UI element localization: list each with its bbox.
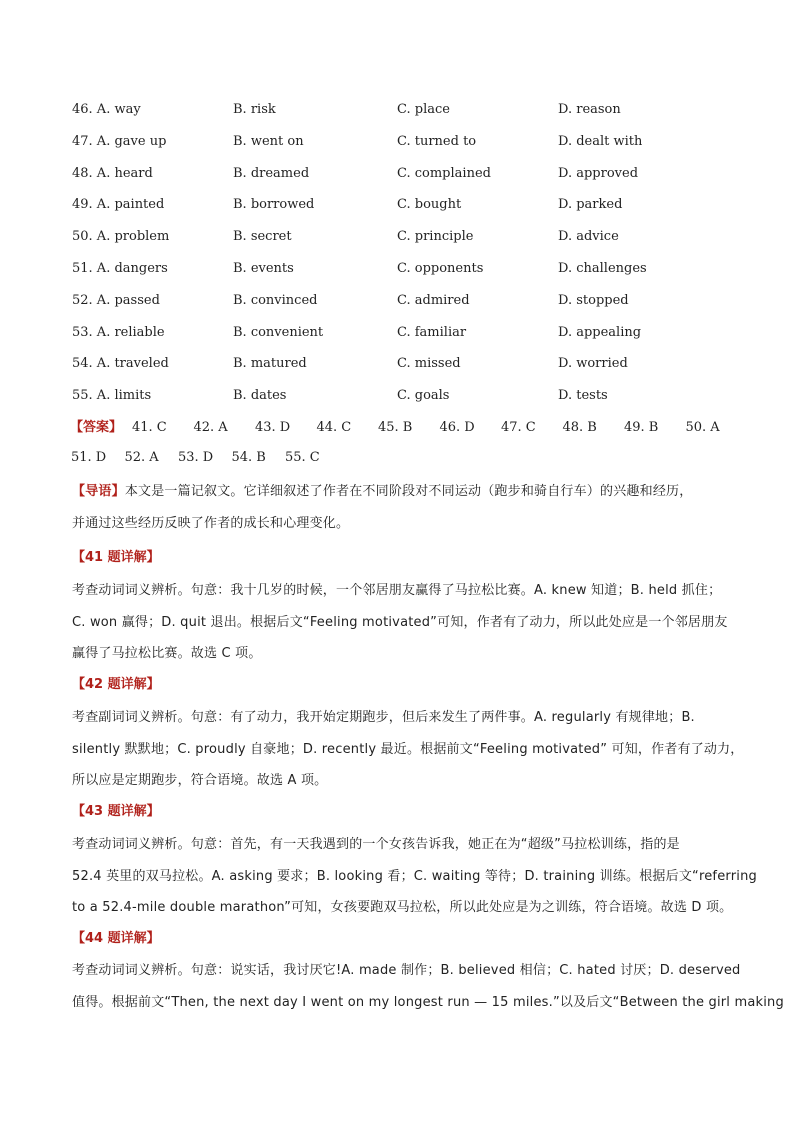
q43-line-1: 考查动词词义辨析。句意：首先，有一天我遇到的一个女孩告诉我，她正在为“超级”马拉松训练，指的是 [72,837,680,852]
option-c: C. opponents [397,260,484,276]
option-c: C. missed [397,356,461,372]
option-c: C. goals [397,388,450,404]
option-b: B. secret [233,229,292,245]
q42-line-2: silently 默默地；C. proudly 自豪地；D. recently 最近。根据前文“Feeling motivated” 可知，作者有了动力， [72,741,744,757]
option-d: D. reason [558,102,621,117]
option-a: 46. A. way [72,102,141,117]
option-b: B. dates [233,388,287,404]
q44-explanation [72,955,784,1018]
q42-line-3: 所以应是定期跑步，符合语境。故选 A 项。 [72,773,328,789]
option-a: 50. A. problem [72,229,170,245]
q43-line-2: 52.4 英里的双马拉松。A. asking 要求；B. looking 看；C. waiting 等待；D. training 训练。根据后文“referring [72,868,757,884]
answer-row-1 [72,418,732,448]
option-b: B. went on [233,133,304,149]
answer-item: 46. D [439,420,475,435]
option-c: C. turned to [397,133,477,149]
q44-heading: 【44 题详解】 [72,931,160,946]
option-d: D. tests [558,388,608,404]
answer-item: 45. B [378,420,413,435]
option-a: 49. A. painted [72,197,165,213]
answer-item: 50. A [685,420,720,435]
q42-line-1: 考查副词词义辨析。句意：有了动力，我开始定期跑步，但后来发生了两件事。A. regularly 有规律地；B. [72,710,695,725]
option-b: B. dreamed [233,165,310,181]
answer-item: 49. B [624,420,659,435]
q43-line-3: to a 52.4-mile double marathon”可知，女孩要跑双马拉松，所以此处应是为之训练，符合语境。故选 D 项。 [72,900,733,916]
q42-explanation [72,702,744,797]
q43-explanation [72,829,757,924]
answer-item: 54. B [231,450,266,465]
guide-label: 【导语】 [72,484,125,499]
option-a: 48. A. heard [72,165,153,181]
answer-item: 44. C [316,420,352,435]
answer-item: 48. B [562,420,597,435]
option-c: C. place [397,102,450,117]
option-d: D. advice [558,229,619,245]
answer-item: 41. C [132,420,167,435]
option-c: C. bought [397,197,462,213]
option-a: 51. A. dangers [72,260,168,276]
q41-explanation [72,575,732,670]
answer-label: 【答案】 [70,420,123,435]
option-d: D. appealing [558,324,642,340]
option-c: C. admired [397,292,470,308]
guide-text-2: 并通过这些经历反映了作者的成长和心理变化。 [72,515,350,531]
option-d: D. parked [558,197,623,213]
answer-block [72,418,732,478]
q44-line-2: 值得。根据前文“Then, the next day I went on my longest run — 15 miles.”以及后文“Between the girl making [72,994,784,1010]
option-d: D. stopped [558,292,629,308]
option-d: D. approved [558,165,639,181]
q42-heading: 【42 题详解】 [72,677,160,692]
option-a: 54. A. traveled [72,356,169,372]
option-d: D. worried [558,356,628,372]
q41-line-3: 赢得了马拉松比赛。故选 C 项。 [72,646,262,662]
option-b: B. convenient [233,324,324,340]
answer-item: 52. A [124,450,159,465]
guide-section [72,476,732,539]
option-d: D. dealt with [558,133,643,149]
option-b: B. borrowed [233,197,315,213]
q43-heading: 【43 题详解】 [72,804,160,819]
answer-item: 42. A [193,420,228,435]
answer-item: 47. C [501,420,536,435]
option-b: B. convinced [233,292,318,308]
option-b: B. risk [233,102,276,117]
q41-line-1: 考查动词词义辨析。句意：我十几岁的时候，一个邻居朋友赢得了马拉松比赛。A. knew 知道；B. held 抓住； [72,583,722,598]
q41-heading: 【41 题详解】 [72,550,160,565]
answer-item: 51. D [71,450,107,465]
answer-item: 43. D [255,420,291,435]
option-c: C. complained [397,165,491,181]
answer-item: 55. C [285,450,320,465]
option-a: 53. A. reliable [72,324,165,340]
answer-row-2 [72,448,732,478]
q41-line-2: C. won 赢得；D. quit 退出。根据后文“Feeling motivated”可知，作者有了动力，所以此处应是一个邻居朋友 [72,614,728,630]
answer-item: 53. D [178,450,214,465]
option-a: 47. A. gave up [72,133,167,149]
option-a: 52. A. passed [72,292,160,308]
option-b: B. events [233,260,294,276]
option-b: B. matured [233,356,307,372]
q44-line-1: 考查动词词义辨析。句意：说实话，我讨厌它!A. made 制作；B. believed 相信；C. hated 讨厌；D. deserved [72,963,741,978]
option-c: C. familiar [397,324,467,340]
option-d: D. challenges [558,260,647,276]
guide-text-1: 本文是一篇记叙文。它详细叙述了作者在不同阶段对不同运动（跑步和骑自行车）的兴趣和经历， [124,484,693,499]
option-c: C. principle [397,229,474,245]
option-a: 55. A. limits [72,388,152,404]
